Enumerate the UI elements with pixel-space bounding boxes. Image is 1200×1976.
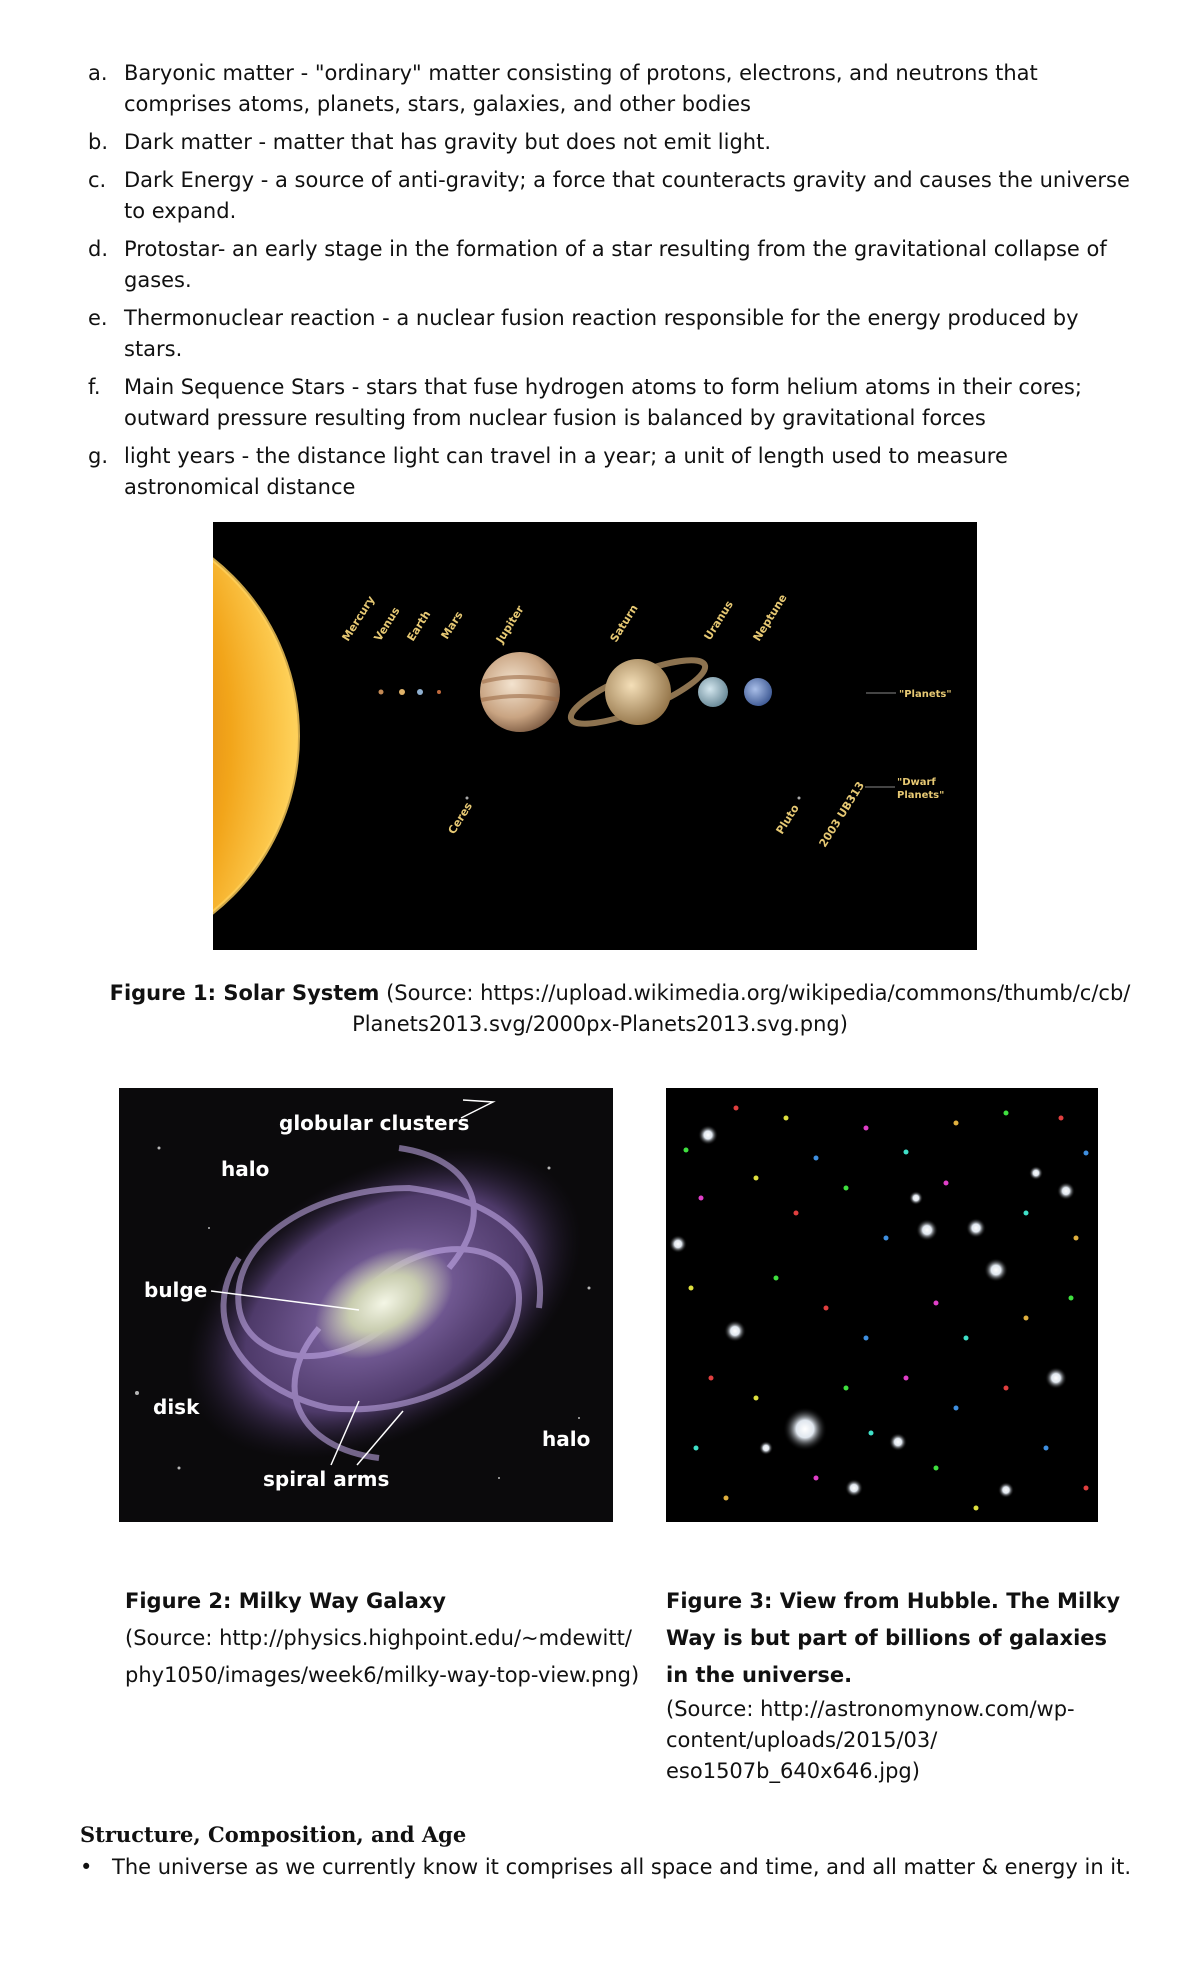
- item-letter: d.: [88, 237, 109, 261]
- definition-item: [80, 58, 1140, 120]
- label-pluto: Pluto: [773, 802, 802, 837]
- item-text: Dark matter - matter that has gravity but does not emit light.: [124, 130, 772, 154]
- item-text: Thermonuclear reaction - a nuclear fusion reaction responsible for the energy produced by stars.: [124, 306, 1079, 361]
- label-saturn: Saturn: [607, 602, 641, 645]
- figure2-caption-title: Figure 2: Milky Way Galaxy: [125, 1589, 446, 1613]
- figure3-source-line1: (Source: http://astronomynow.com/wp-: [666, 1697, 1075, 1721]
- figure3-caption-title-line2: Way is but part of billions of galaxies: [666, 1626, 1108, 1650]
- label-venus: Venus: [371, 604, 403, 644]
- label-neptune: Neptune: [750, 591, 790, 644]
- label-earth: Earth: [404, 608, 434, 644]
- figure2-caption-source: (Source: http://physics.highpoint.edu/~mdewitt/: [125, 1626, 632, 1650]
- definition-item: [80, 165, 1140, 227]
- figure2-caption-source-line2: phy1050/images/week6/milky-way-top-view.png): [125, 1663, 640, 1687]
- definition-item: [80, 441, 1140, 503]
- definitions-list: [80, 58, 1140, 510]
- label-mars: Mars: [438, 608, 466, 642]
- figure3-caption-title-line3: in the universe.: [666, 1663, 853, 1687]
- mars-planet: [437, 690, 441, 694]
- saturn-planet: [605, 659, 671, 725]
- item-text: light years - the distance light can travel in a year; a unit of length used to measure astronomical distance: [124, 444, 1008, 499]
- label-spiral-arms: spiral arms: [263, 1467, 390, 1491]
- hubble-view-image: [666, 1088, 1098, 1522]
- item-letter: c.: [88, 168, 107, 192]
- pluto-dot: [798, 797, 801, 800]
- label-mercury: Mercury: [339, 593, 378, 644]
- label-bulge: bulge: [144, 1278, 208, 1302]
- figure1-caption: [0, 978, 1200, 1040]
- figure1-caption-source-line2: Planets2013.svg/2000px-Planets2013.svg.png): [352, 1012, 848, 1036]
- item-letter: a.: [88, 61, 108, 85]
- label-ceres: Ceres: [445, 800, 476, 837]
- label-halo-bottom: halo: [542, 1427, 591, 1451]
- figure2-caption: [125, 1583, 645, 1694]
- figure1-caption-source: (Source: https://upload.wikimedia.org/wikipedia/commons/thumb/c/cb/: [379, 981, 1131, 1005]
- label-globular-clusters: globular clusters: [279, 1111, 470, 1135]
- milky-way-figure: [119, 1088, 613, 1522]
- item-text: Protostar- an early stage in the formation of a star resulting from the gravitational collapse of gases.: [124, 237, 1107, 292]
- planets-key: "Planets": [899, 689, 952, 700]
- figure3-source-line3: eso1507b_640x646.jpg): [666, 1759, 920, 1783]
- item-letter: e.: [88, 306, 108, 330]
- bright-star: [783, 1407, 827, 1451]
- figure3-source-line2: content/uploads/2015/03/: [666, 1728, 938, 1752]
- definition-item: [80, 234, 1140, 296]
- venus-planet: [399, 689, 405, 695]
- bullet-text: The universe as we currently know it comprises all space and time, and all matter & energy in it.: [112, 1855, 1132, 1879]
- label-halo-top: halo: [221, 1157, 270, 1181]
- definition-item: [80, 372, 1140, 434]
- label-jupiter: Jupiter: [493, 603, 527, 646]
- label-2003ub313: 2003 UB313: [816, 779, 868, 850]
- jupiter-planet: [480, 652, 560, 732]
- dwarf-key-line1: "Dwarf: [897, 777, 936, 788]
- item-text: Main Sequence Stars - stars that fuse hydrogen atoms to form helium atoms in their cores; outward pressure resulting from nuclear fusion is balanced by gravitational forces: [124, 375, 1082, 430]
- item-letter: f.: [88, 375, 101, 399]
- solar-system-image: [213, 522, 977, 950]
- bullet-icon: •: [80, 1855, 93, 1879]
- hubble-view-figure: [666, 1088, 1098, 1522]
- figure1-caption-title: Figure 1: Solar System: [109, 981, 380, 1005]
- bullet-item: [80, 1852, 1131, 1883]
- item-letter: g.: [88, 444, 109, 468]
- milky-way-image: [119, 1088, 613, 1522]
- solar-system-figure: [213, 522, 977, 950]
- mercury-planet: [379, 690, 384, 695]
- item-letter: b.: [88, 130, 109, 154]
- item-text: Dark Energy - a source of anti-gravity; a force that counteracts gravity and causes the universe to expand.: [124, 168, 1130, 223]
- section-heading: Structure, Composition, and Age: [80, 1822, 467, 1847]
- earth-planet: [417, 689, 423, 695]
- definition-item: [80, 127, 1140, 158]
- figure3-caption-source: [666, 1694, 1126, 1787]
- figure3-caption-title-line1: Figure 3: View from Hubble. The Milky: [666, 1589, 1121, 1613]
- dwarf-key-line2: Planets": [897, 790, 945, 801]
- figure3-caption: [666, 1583, 1126, 1787]
- definition-item: [80, 303, 1140, 365]
- ceres-dot: [466, 797, 469, 800]
- label-uranus: Uranus: [701, 598, 736, 643]
- item-text: Baryonic matter - "ordinary" matter consisting of protons, electrons, and neutrons that comprises atoms, planets, stars, galaxies, and other bodies: [124, 61, 1038, 116]
- uranus-planet: [698, 677, 728, 707]
- neptune-planet: [744, 678, 772, 706]
- label-disk: disk: [153, 1395, 200, 1419]
